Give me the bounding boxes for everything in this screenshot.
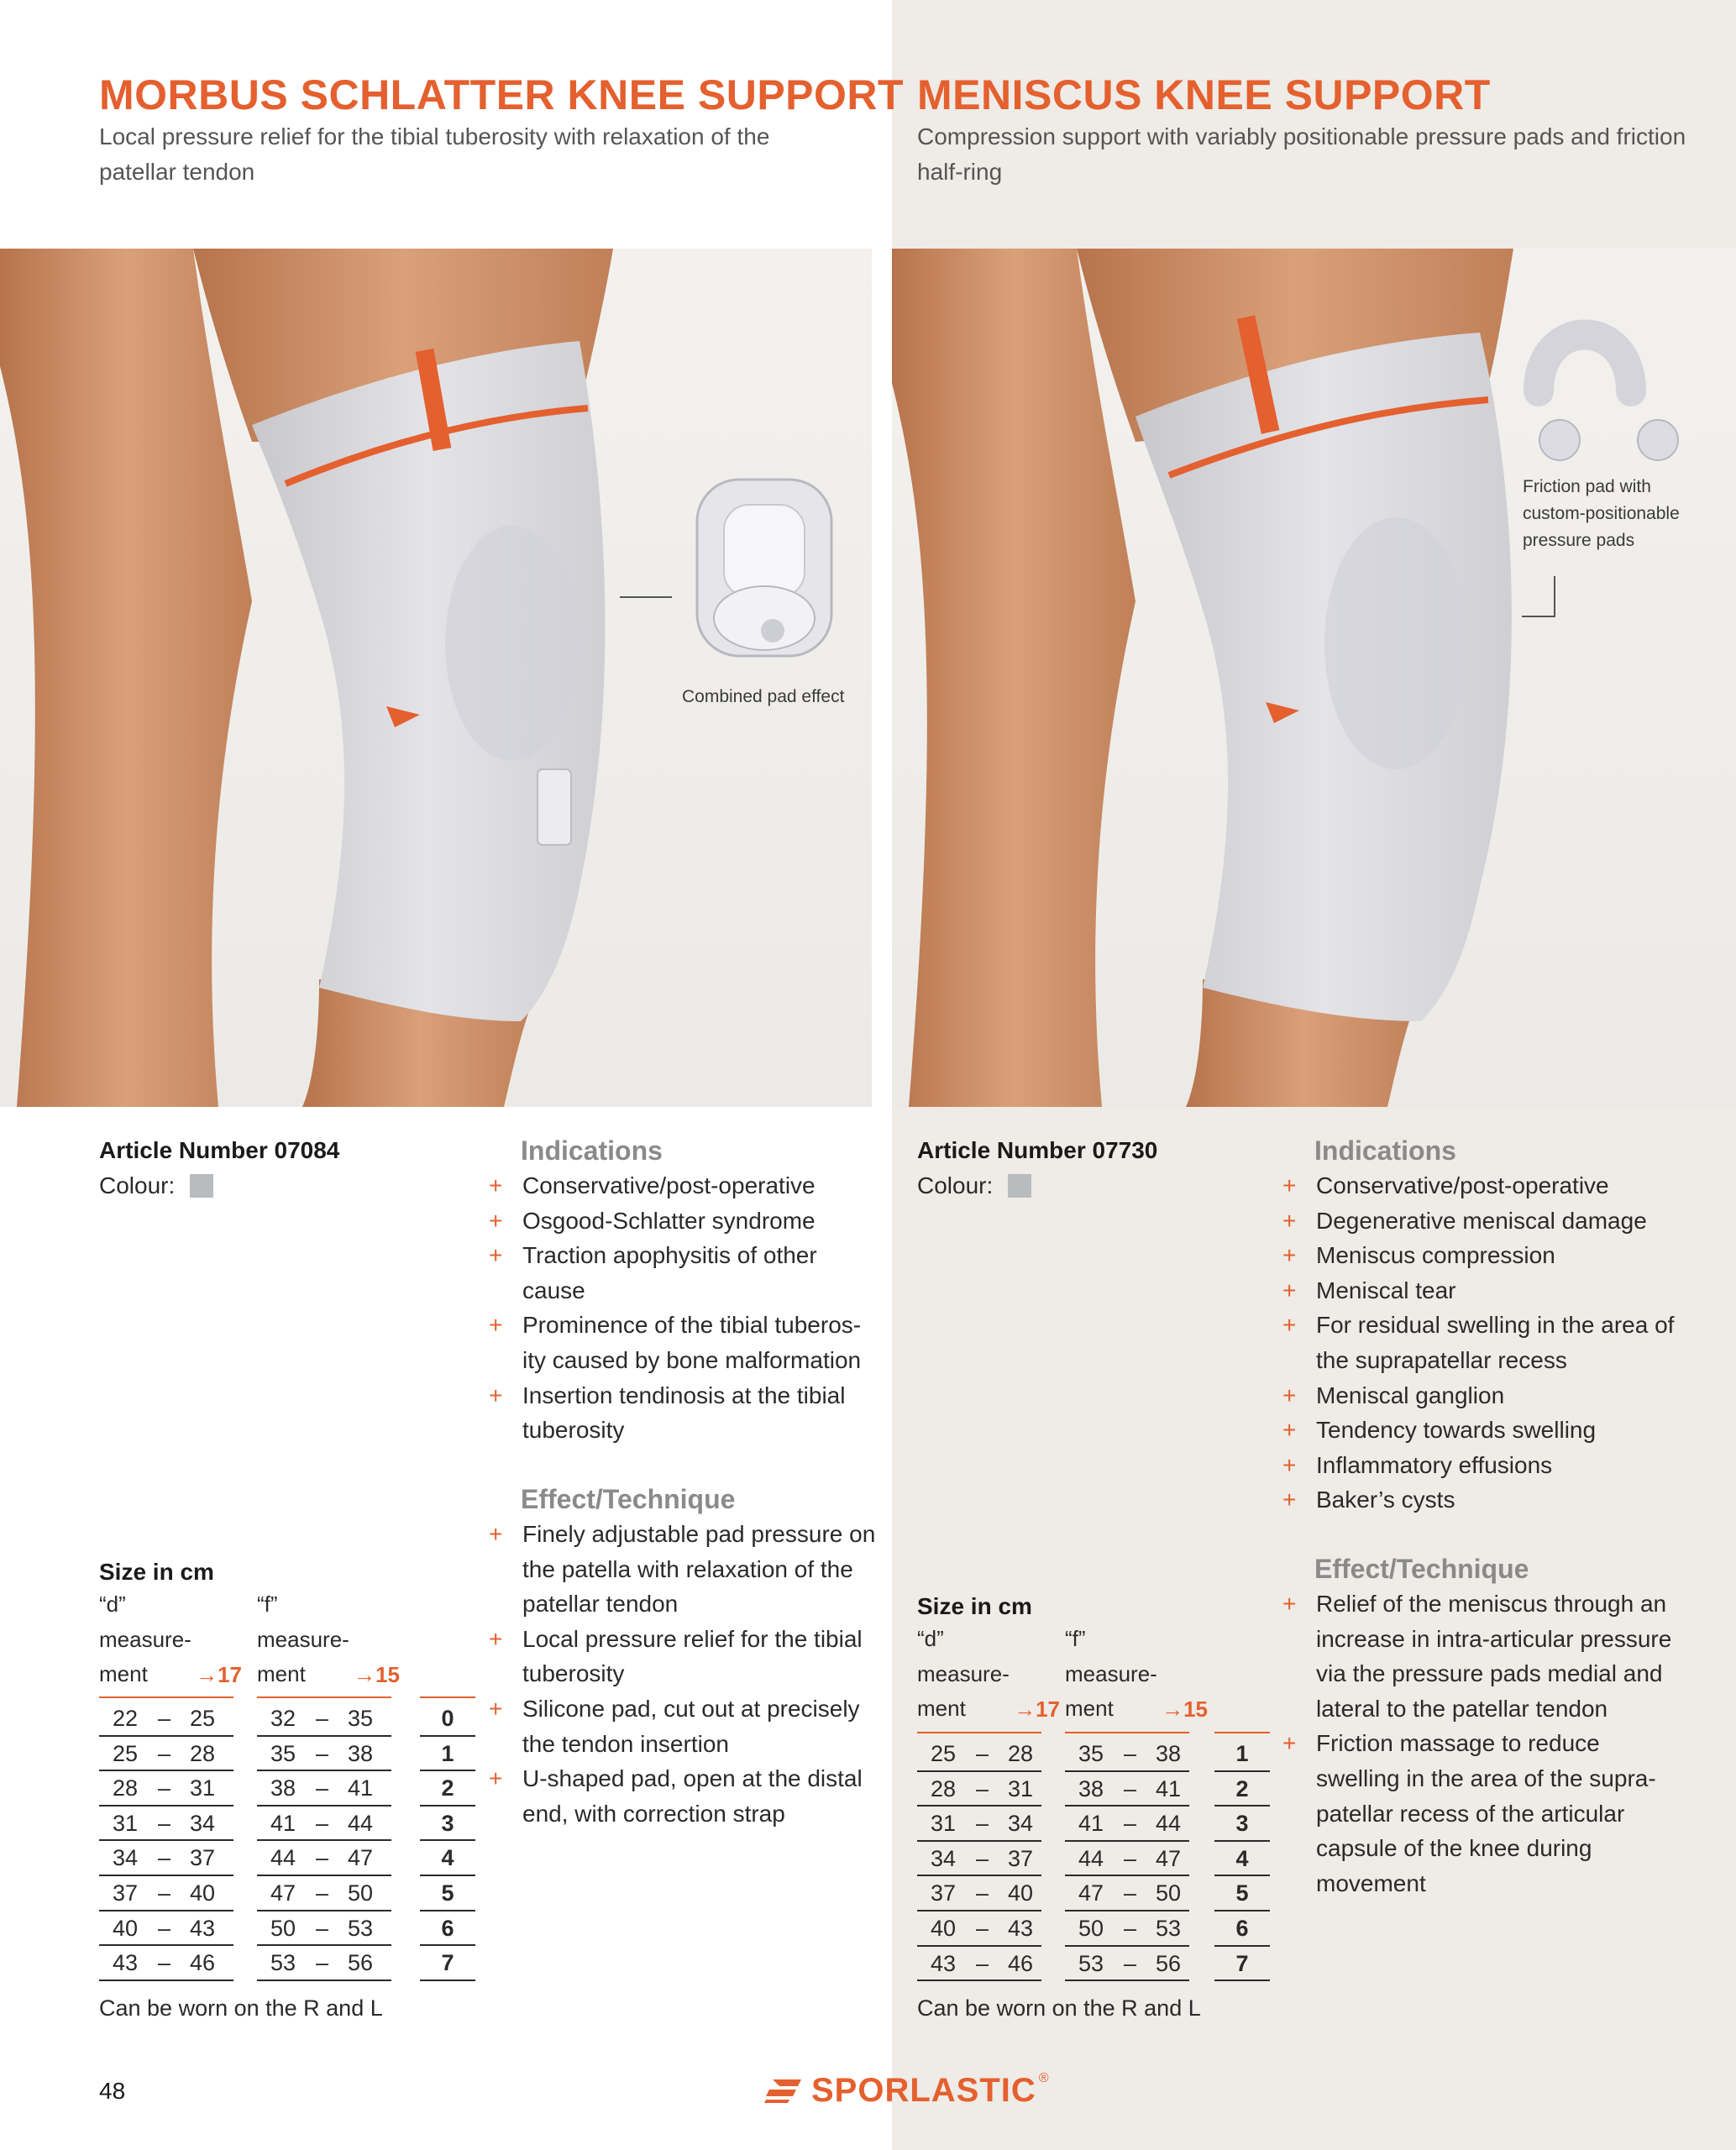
list-item: + Finely adjustable pad pressure on the patella with relaxation of the patellar tendon — [489, 1517, 884, 1622]
list-item: + Insertion tendinosis at the tibial tuberosity — [489, 1378, 884, 1448]
d-range-cell — [99, 1807, 233, 1842]
d-to-value: 25 — [190, 1706, 216, 1731]
f-from-value: 38 — [1078, 1775, 1104, 1801]
size-number: 4 — [441, 1845, 454, 1871]
list-item: + Baker’s cysts — [1282, 1482, 1677, 1518]
right-indications-list — [1282, 1168, 1677, 1518]
d-to-value: 46 — [190, 1950, 216, 1976]
range-dash: – — [1124, 1880, 1137, 1906]
size-number: 2 — [1235, 1775, 1249, 1801]
d-range-cell — [917, 1772, 1041, 1807]
size-cell — [420, 1841, 475, 1876]
f-to-value: 41 — [348, 1775, 374, 1801]
list-item: + U-shaped pad, open at the distal end, with correction strap — [489, 1761, 884, 1831]
size-number: 0 — [441, 1706, 454, 1731]
size-number: 5 — [441, 1880, 454, 1906]
ment-label: ment — [917, 1696, 966, 1722]
list-item: + Meniscal tear — [1282, 1273, 1677, 1308]
d-to-value: 43 — [190, 1915, 216, 1941]
range-dash: – — [158, 1740, 171, 1766]
d-to-value: 40 — [190, 1880, 216, 1906]
range-dash: – — [316, 1740, 329, 1766]
list-item: + Meniscal ganglion — [1282, 1378, 1677, 1413]
range-dash: – — [316, 1810, 329, 1836]
size-cell — [1214, 1911, 1270, 1947]
d-range-cell — [99, 1737, 233, 1772]
f-range-cell — [1065, 1842, 1189, 1877]
f-to-value: 35 — [348, 1706, 374, 1731]
d-from-value: 43 — [931, 1950, 957, 1976]
f-range-cell — [257, 1876, 391, 1911]
list-item: + Degenerative meniscal damage — [1282, 1203, 1677, 1239]
d-from-value: 25 — [931, 1741, 957, 1766]
sporlastic-logo — [764, 2069, 1049, 2111]
list-item: + Silicone pad, cut out at precisely the tendon insertion — [489, 1691, 884, 1761]
right-f-measurement-header — [1065, 1622, 1208, 1728]
orange-rule — [917, 1732, 1041, 1733]
list-item: + Traction apophysitis of other cause — [489, 1238, 884, 1308]
f-range-cell — [1065, 1807, 1189, 1842]
f-range-cell — [1065, 1876, 1189, 1911]
right-product-photo — [892, 249, 1736, 1107]
range-dash: – — [976, 1950, 989, 1976]
d-from-value: 28 — [113, 1775, 139, 1801]
size-number: 1 — [1235, 1741, 1249, 1766]
colour-swatch — [190, 1174, 213, 1198]
measure-label: measure- — [917, 1660, 1010, 1686]
range-dash: – — [976, 1741, 989, 1766]
f-range-cell — [257, 1911, 391, 1947]
size-cell — [420, 1807, 475, 1842]
size-cell — [420, 1702, 475, 1737]
knee-support-illustration — [892, 249, 1736, 1107]
d-range-cell — [99, 1911, 233, 1947]
right-wear-note: Can be worn on the R and L — [917, 1995, 1201, 2021]
f-to-value: 50 — [1156, 1880, 1182, 1906]
f-from-value: 47 — [1078, 1880, 1104, 1906]
d-from-value: 40 — [113, 1915, 139, 1941]
list-item: + Prominence of the tibial tuberos-ity caused by bone malformation — [489, 1308, 884, 1377]
size-number: 7 — [1235, 1950, 1249, 1976]
size-number: 2 — [441, 1775, 454, 1801]
left-product-photo — [0, 249, 872, 1107]
size-cell — [420, 1876, 475, 1911]
size-cell — [420, 1946, 475, 1981]
d-to-value: 31 — [190, 1775, 216, 1801]
d-to-value: 28 — [1008, 1741, 1034, 1766]
left-colour-row — [99, 1172, 213, 1199]
d-from-value: 40 — [931, 1916, 957, 1941]
f-range-cell — [257, 1946, 391, 1981]
d-range-cell — [917, 1807, 1041, 1842]
f-to-value: 38 — [1156, 1741, 1182, 1766]
size-cell — [1214, 1876, 1270, 1911]
d-range-cell — [99, 1841, 233, 1876]
f-label: “f” — [257, 1592, 278, 1617]
range-dash: – — [976, 1916, 989, 1941]
combined-pad-icon — [697, 480, 831, 656]
right-article-number: Article Number 07730 — [917, 1137, 1158, 1163]
colour-label: Colour: — [99, 1172, 176, 1198]
f-from-value: 38 — [270, 1775, 296, 1801]
colour-label: Colour: — [917, 1172, 994, 1198]
ment-label: ment — [1065, 1696, 1114, 1722]
size-number: 4 — [1235, 1845, 1249, 1871]
size-number: 3 — [441, 1810, 454, 1836]
size-cell — [420, 1737, 475, 1772]
range-dash: – — [1124, 1950, 1137, 1976]
right-d-measurement-header — [917, 1622, 1060, 1728]
size-cell — [1214, 1772, 1270, 1807]
size-number: 6 — [1235, 1916, 1249, 1941]
f-to-value: 50 — [348, 1880, 374, 1906]
f-range-cell — [1065, 1772, 1189, 1807]
left-effect-heading: Effect/Technique — [521, 1484, 736, 1514]
orange-rule — [257, 1696, 391, 1698]
d-from-value: 22 — [113, 1706, 139, 1731]
f-range-cell — [1065, 1737, 1189, 1772]
d-to-value: 43 — [1008, 1916, 1034, 1941]
d-from-value: 31 — [931, 1811, 957, 1837]
list-item: + Conservative/post-operative — [1282, 1168, 1677, 1203]
f-arrow: →15 — [1162, 1696, 1208, 1723]
f-range-cell — [1065, 1947, 1189, 1982]
d-from-value: 25 — [113, 1740, 139, 1766]
f-from-value: 32 — [270, 1706, 296, 1731]
d-to-value: 31 — [1008, 1775, 1034, 1801]
f-from-value: 44 — [1078, 1845, 1104, 1871]
right-effect-heading: Effect/Technique — [1314, 1554, 1529, 1584]
ment-label: ment — [99, 1661, 148, 1687]
left-effects-list — [489, 1517, 884, 1831]
orange-rule — [420, 1696, 475, 1698]
right-product-title: MENISCUS KNEE SUPPORT — [917, 71, 1491, 118]
size-cell — [1214, 1807, 1270, 1842]
orange-rule — [99, 1696, 233, 1698]
f-from-value: 35 — [270, 1740, 296, 1766]
d-to-value: 34 — [190, 1810, 216, 1836]
range-dash: – — [316, 1706, 329, 1731]
range-dash: – — [158, 1915, 171, 1941]
left-size-heading: Size in cm — [99, 1559, 214, 1585]
size-number: 5 — [1235, 1880, 1249, 1906]
f-range-cell — [257, 1771, 391, 1807]
d-label: “d” — [917, 1626, 944, 1651]
range-dash: – — [1124, 1741, 1137, 1766]
d-to-value: 28 — [190, 1740, 216, 1766]
range-dash: – — [1124, 1811, 1137, 1837]
left-product-title: MORBUS SCHLATTER KNEE SUPPORT — [99, 71, 905, 118]
left-article-number: Article Number 07084 — [99, 1137, 340, 1163]
size-number: 3 — [1235, 1811, 1249, 1837]
f-range-cell — [257, 1702, 391, 1737]
size-cell — [420, 1911, 475, 1947]
d-from-value: 43 — [113, 1950, 139, 1976]
size-cell — [420, 1771, 475, 1807]
f-from-value: 35 — [1078, 1741, 1104, 1766]
d-from-value: 28 — [931, 1775, 957, 1801]
list-item: + Friction massage to reduce swelling in the area of the supra-patellar recess of the articular capsule of the knee during movement — [1282, 1726, 1677, 1901]
f-to-value: 53 — [348, 1915, 374, 1941]
f-from-value: 53 — [270, 1950, 296, 1976]
measure-label: measure- — [99, 1626, 191, 1652]
f-to-value: 44 — [1156, 1811, 1182, 1837]
d-range-cell — [99, 1946, 233, 1981]
d-to-value: 37 — [190, 1845, 216, 1871]
range-dash: – — [1124, 1845, 1137, 1871]
d-to-value: 37 — [1008, 1845, 1034, 1871]
range-dash: – — [316, 1880, 329, 1906]
size-number: 1 — [441, 1740, 454, 1766]
f-to-value: 47 — [348, 1845, 374, 1871]
f-from-value: 53 — [1078, 1950, 1104, 1976]
f-to-value: 38 — [348, 1740, 374, 1766]
d-arrow: →17 — [1014, 1696, 1060, 1723]
list-item: + Meniscus compression — [1282, 1238, 1677, 1273]
range-dash: – — [316, 1775, 329, 1801]
knee-support-illustration — [0, 249, 872, 1107]
d-arrow: →17 — [196, 1662, 242, 1688]
ment-label: ment — [257, 1661, 306, 1687]
list-item: + Osgood-Schlatter syndrome — [489, 1203, 884, 1239]
d-from-value: 34 — [113, 1845, 139, 1871]
range-dash: – — [158, 1810, 171, 1836]
range-dash: – — [158, 1706, 171, 1731]
d-range-cell — [99, 1702, 233, 1737]
size-number: 6 — [441, 1915, 454, 1941]
d-from-value: 34 — [931, 1845, 957, 1871]
size-cell — [1214, 1842, 1270, 1877]
list-item: + Tendency towards swelling — [1282, 1413, 1677, 1448]
left-d-measurement-header — [99, 1587, 242, 1693]
list-item: + Conservative/post-operative — [489, 1168, 884, 1203]
range-dash: – — [1124, 1916, 1137, 1941]
range-dash: – — [158, 1880, 171, 1906]
measure-label: measure- — [257, 1626, 349, 1652]
list-item: + Relief of the meniscus through an increase in intra-articular pressure via the pressure pads medial and lateral to the patellar tendon — [1282, 1586, 1677, 1726]
d-label: “d” — [99, 1592, 126, 1617]
f-to-value: 56 — [348, 1950, 374, 1976]
right-indications-heading: Indications — [1314, 1135, 1456, 1166]
list-item: + Inflammatory effusions — [1282, 1448, 1677, 1483]
d-range-cell — [917, 1842, 1041, 1877]
sporlastic-logo-icon — [764, 2076, 803, 2105]
d-range-cell — [917, 1737, 1041, 1772]
measure-label: measure- — [1065, 1660, 1157, 1686]
orange-rule — [1065, 1732, 1189, 1733]
range-dash: – — [158, 1950, 171, 1976]
f-from-value: 44 — [270, 1845, 296, 1871]
f-from-value: 47 — [270, 1880, 296, 1906]
range-dash: – — [976, 1811, 989, 1837]
d-range-cell — [917, 1947, 1041, 1982]
left-photo-caption: Combined pad effect — [682, 687, 845, 706]
f-to-value: 44 — [348, 1810, 374, 1836]
d-to-value: 40 — [1008, 1880, 1034, 1906]
d-from-value: 31 — [113, 1810, 139, 1836]
right-photo-caption: Friction pad with custom-positionable pressure pads — [1523, 477, 1680, 550]
f-to-value: 47 — [1156, 1845, 1182, 1871]
f-from-value: 50 — [1078, 1916, 1104, 1941]
d-range-cell — [99, 1876, 233, 1911]
friction-pad-icon — [1539, 335, 1678, 461]
left-indications-list — [489, 1168, 884, 1448]
f-to-value: 56 — [1156, 1950, 1182, 1976]
range-dash: – — [976, 1880, 989, 1906]
logo-registered-mark: ® — [1038, 2071, 1049, 2085]
range-dash: – — [316, 1845, 329, 1871]
right-product-subtitle: Compression support with variably positionable pressure pads and friction half-ring — [917, 123, 1686, 185]
range-dash: – — [158, 1845, 171, 1871]
range-dash: – — [976, 1845, 989, 1871]
colour-swatch — [1008, 1174, 1031, 1198]
left-f-measurement-header — [257, 1587, 400, 1693]
size-cell — [1214, 1737, 1270, 1772]
d-from-value: 37 — [113, 1880, 139, 1906]
f-range-cell — [257, 1737, 391, 1772]
d-from-value: 37 — [931, 1880, 957, 1906]
range-dash: – — [316, 1950, 329, 1976]
f-label: “f” — [1065, 1626, 1086, 1651]
size-number: 7 — [441, 1950, 454, 1976]
range-dash: – — [976, 1775, 989, 1801]
list-item: + For residual swelling in the area of the suprapatellar recess — [1282, 1308, 1677, 1377]
left-wear-note: Can be worn on the R and L — [99, 1995, 383, 2021]
f-range-cell — [1065, 1911, 1189, 1947]
right-effects-list — [1282, 1586, 1677, 1901]
page-number: 48 — [99, 2078, 126, 2104]
right-size-heading: Size in cm — [917, 1593, 1032, 1619]
d-to-value: 34 — [1008, 1811, 1034, 1837]
d-range-cell — [917, 1911, 1041, 1947]
list-item: + Local pressure relief for the tibial tuberosity — [489, 1622, 884, 1691]
f-from-value: 41 — [270, 1810, 296, 1836]
d-range-cell — [99, 1771, 233, 1807]
range-dash: – — [1124, 1775, 1137, 1801]
logo-text: SPORLASTIC — [811, 2071, 1036, 2109]
size-cell — [1214, 1947, 1270, 1982]
range-dash: – — [316, 1915, 329, 1941]
d-range-cell — [917, 1876, 1041, 1911]
f-to-value: 41 — [1156, 1775, 1182, 1801]
d-to-value: 46 — [1008, 1950, 1034, 1976]
f-from-value: 50 — [270, 1915, 296, 1941]
f-to-value: 53 — [1156, 1916, 1182, 1941]
left-product-subtitle: Local pressure relief for the tibial tuberosity with relaxation of the patellar tendon — [99, 123, 770, 185]
f-range-cell — [257, 1841, 391, 1876]
range-dash: – — [158, 1775, 171, 1801]
f-range-cell — [257, 1807, 391, 1842]
f-arrow: →15 — [354, 1662, 400, 1688]
f-from-value: 41 — [1078, 1811, 1104, 1837]
right-colour-row — [917, 1172, 1031, 1199]
orange-rule — [1214, 1732, 1270, 1733]
left-indications-heading: Indications — [521, 1135, 663, 1166]
